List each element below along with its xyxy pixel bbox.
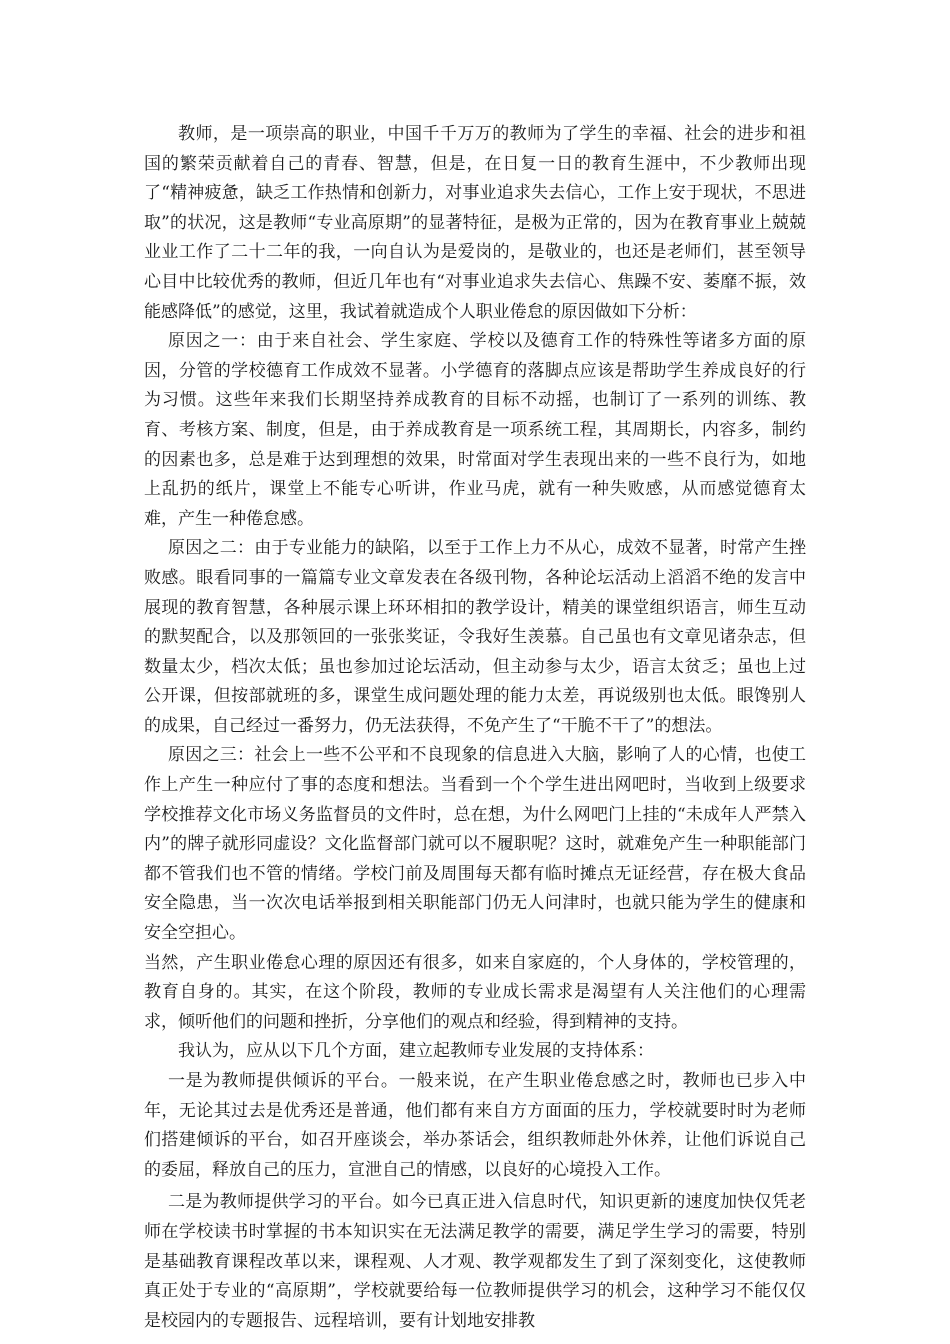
document-page <box>144 120 806 1336</box>
paragraph-reason-1: 原因之一：由于来自社会、学生家庭、学校以及德育工作的特殊性等诸多方面的原因，分管的学校德育工作成效不显著。小学德育的落脚点应该是帮助学生养成良好的行为习惯。这些年来我们长期坚持养成教育的目标不动摇，也制订了一系列的训练、教育、考核方案、制度，但是，由于养成教育是一项系统工程，其周期长，内容多，制约的因素也多，总是难于达到理想的效果，时常面对学生表现出来的一些不良行为，如地上乱扔的纸片，课堂上不能专心听讲，作业马虎，就有一种失败感，从而感觉德育太难，产生一种倦怠感。 <box>144 331 806 529</box>
paragraph-intro: 教师，是一项崇高的职业，中国千千万万的教师为了学生的幸福、社会的进步和祖国的繁荣贡献着自己的青春、智慧，但是，在日复一日的教育生涯中，不少教师出现了“精神疲惫，缺乏工作热情和创新力，对事业追求失去信心，工作上安于现状，不思进取”的状况，这是教师“专业高原期”的显著特征，是极为正常的，因为在教育事业上兢兢业业工作了二十二年的我，一向自认为是爱岗的，是敬业的，也还是老师们，甚至领导心目中比较优秀的教师，但近几年也有“对事业追求失去信心、焦躁不安、萎靡不振，效能感降低”的感觉，这里，我试着就造成个人职业倦怠的原因做如下分析： <box>144 124 806 322</box>
paragraph-reason-2: 原因之二：由于专业能力的缺陷，以至于工作上力不从心，成效不显著，时常产生挫败感。眼看同事的一篇篇专业文章发表在各级刊物，各种论坛活动上滔滔不绝的发言中展现的教育智慧，各种展示课上环环相扣的教学设计，精美的课堂组织语言，师生互动的默契配合，以及那领回的一张张奖证，令我好生羡慕。自己虽也有文章见诸杂志，但数量太少，档次太低；虽也参加过论坛活动，但主动参与太少，语言太贫乏；虽也上过公开课，但按部就班的多，课堂生成问题处理的能力太差，再说级别也太低。眼馋别人的成果，自己经过一番努力，仍无法获得，不免产生了“干脆不干了”的想法。 <box>144 538 806 736</box>
paragraph-proposal: 我认为，应从以下几个方面，建立起教师专业发展的支持体系： <box>178 1041 654 1062</box>
paragraph-measure-2: 二是为教师提供学习的平台。如今已真正进入信息时代，知识更新的速度加快仅凭老师在学校读书时掌握的书本知识实在无法满足教学的需要，满足学生学习的需要，特别是基础教育课程改革以来，课程观、人才观、教学观都发生了到了深刻变化，这使教师真正处于专业的“高原期”，学校就要给每一位教师提供学习的机会，这种学习不能仅仅是校园内的专题报告、远程培训，要有计划地安排教 <box>144 1192 806 1331</box>
paragraph-summary: 当然，产生职业倦怠心理的原因还有很多，如来自家庭的，个人身体的，学校管理的，教育自身的。其实，在这个阶段，教师的专业成长需求是渴望有人关注他们的心理需求，倾听他们的问题和挫折，分享他们的观点和经验，得到精神的支持。 <box>144 952 806 1032</box>
paragraph-reason-3: 原因之三：社会上一些不公平和不良现象的信息进入大脑，影响了人的心情，也使工作上产生一种应付了事的态度和想法。当看到一个个学生进出网吧时，当收到上级要求学校推荐文化市场义务监督员的文件时，总在想，为什么网吧门上挂的“未成年人严禁入内”的牌子就形同虚设？文化监督部门就可以不履职呢？这时，就难免产生一种职能部门都不管我们也不管的情绪。学校门前及周围每天都有临时摊点无证经营，存在极大食品安全隐患，当一次次电话举报到相关职能部门仍无人问津时，也就只能为学生的健康和安全空担心。 <box>144 745 806 944</box>
paragraph-measure-1: 一是为教师提供倾诉的平台。一般来说，在产生职业倦怠感之时，教师也已步入中年，无论其过去是优秀还是普通，他们都有来自方方面面的压力，学校就要时时为老师们搭建倾诉的平台，如召开座谈会，举办茶话会，组织教师赴外休养，让他们诉说自己的委屈，释放自己的压力，宣泄自己的情感，以良好的心境投入工作。 <box>144 1071 806 1180</box>
